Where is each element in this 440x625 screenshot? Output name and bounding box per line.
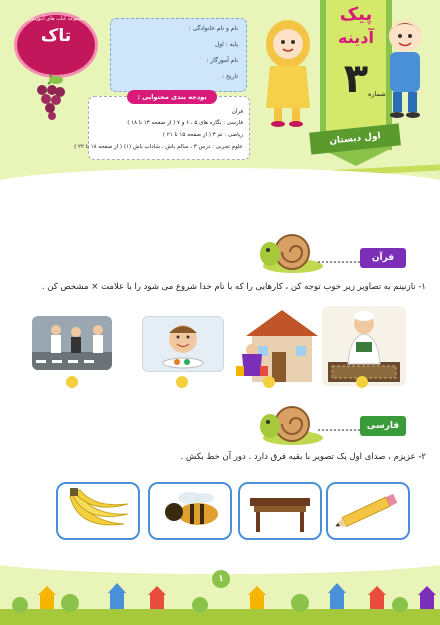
grade-ribbon: اول دبستان xyxy=(309,123,401,154)
dashed-connector xyxy=(318,424,360,436)
image-boy-eating xyxy=(142,316,224,372)
image-bee[interactable] xyxy=(148,482,232,540)
header-wave xyxy=(0,168,440,208)
date-label: تاریخ : xyxy=(222,73,238,80)
image-bananas[interactable] xyxy=(56,482,140,540)
answer-dot[interactable] xyxy=(66,376,78,388)
answer-dot[interactable] xyxy=(356,376,368,388)
image-boy-praying xyxy=(322,306,406,386)
page-number: ۱ xyxy=(212,570,230,588)
subject-tag-farsi: فارسی xyxy=(360,416,406,436)
image-pencil[interactable] xyxy=(326,482,410,540)
name-label: نام و نام خانوادگی : xyxy=(188,25,238,32)
content-line: ریاضی : تم ۳ ( از صفحه ۱۵ تا ۲۱ ) xyxy=(162,132,243,138)
badge-title-1: پیک xyxy=(339,4,373,25)
content-budget-box xyxy=(74,93,250,160)
answer-dot[interactable] xyxy=(263,376,275,388)
answer-dot[interactable] xyxy=(176,376,188,388)
badge-title-2: آدینه xyxy=(338,28,374,47)
dashed-connector xyxy=(318,256,360,268)
question-2-text: ۲- عزیزم ، صدای اول یک تصویر با بقیه فرق دارد . دور آن خط بکش . xyxy=(180,452,426,462)
content-line: علوم تجربی : درس ۳ ، سالم باش ، شاداب باش (۱) ( از صفحه ۱۸ تا ۲۲ ) xyxy=(74,144,243,150)
snail-icon xyxy=(258,226,328,276)
content-budget-title: بودجه بندی محتوایی : xyxy=(127,90,217,104)
content-line: قرآن xyxy=(231,109,243,115)
question-1-text: ۱- نازنینم به تصاویر زیر خوب توجه کن ، کارهایی را که با نام خدا شروع می شود را با علامت × مشخص کن . xyxy=(41,282,426,292)
student-info-box xyxy=(110,18,247,92)
girl-character-icon xyxy=(262,18,314,128)
image-table[interactable] xyxy=(238,482,322,540)
image-girl-house xyxy=(232,306,322,388)
logo-title: تاک xyxy=(40,26,72,46)
boy-character-icon xyxy=(380,14,430,126)
content-line: فارسی : نگاره های ۵ ، ۶ و ۷ ( از صفحه ۱۳ تا ۱۸ ) xyxy=(127,120,243,126)
snail-icon xyxy=(258,398,328,448)
grapes-icon xyxy=(30,72,70,122)
subject-tag-quran: قرآن xyxy=(360,248,406,268)
image-kids-crossing xyxy=(32,316,112,370)
logo-subtitle: مجموعه کتاب های آموزشی xyxy=(27,16,85,22)
grade-label: پایه : اول xyxy=(214,41,238,48)
issue-number-label: شماره xyxy=(368,90,386,98)
issue-number: ۳ xyxy=(343,56,369,102)
teacher-label: نام آموزگار : xyxy=(206,57,238,64)
